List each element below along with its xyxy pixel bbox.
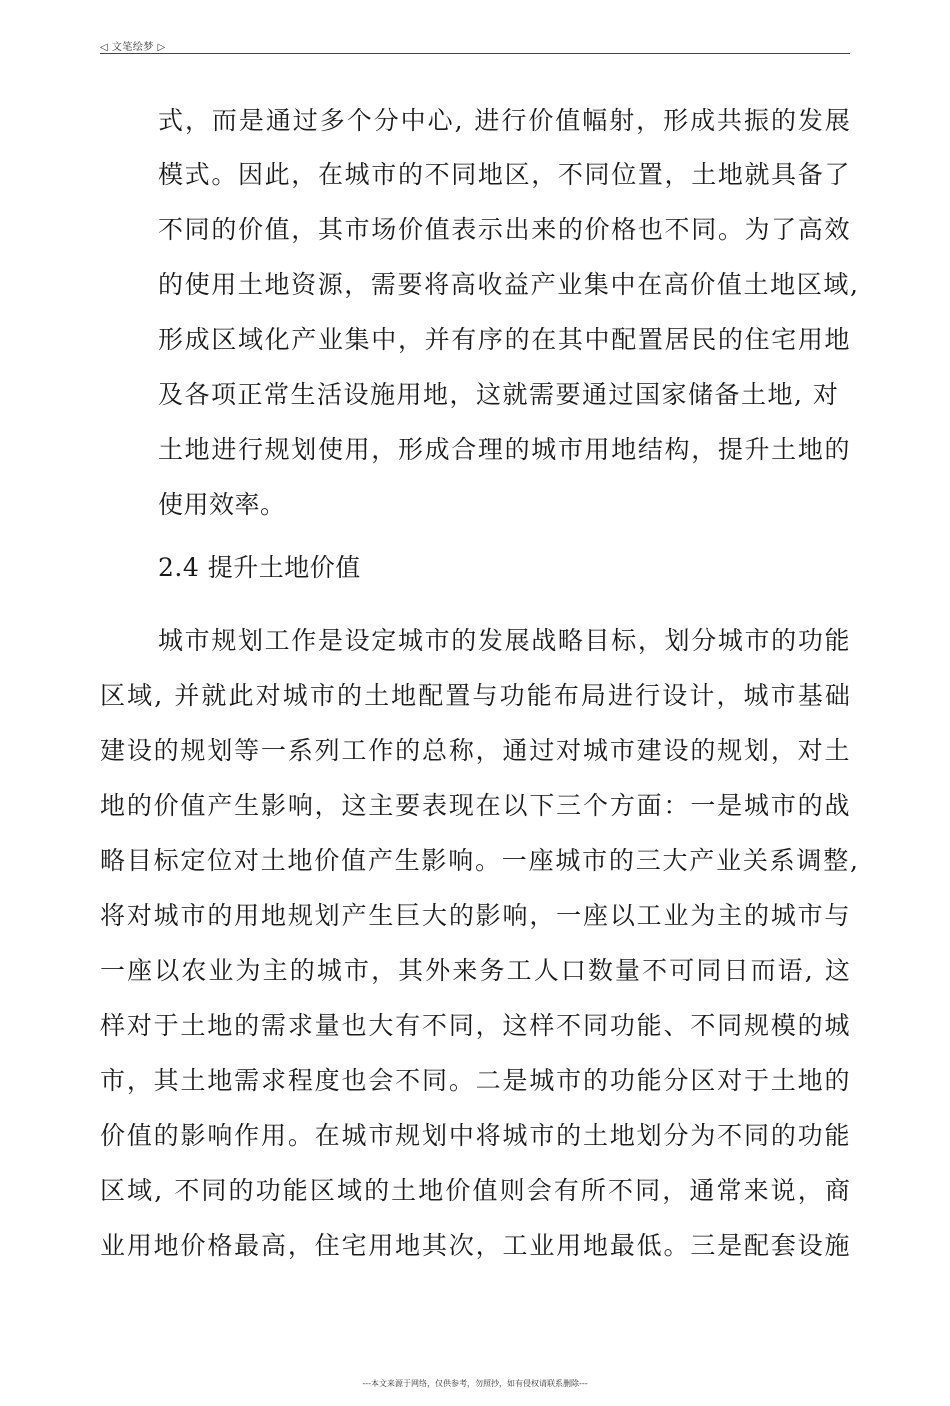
- text-line: 的使用土地资源，需要将高收益产业集中在高价值土地区域,: [158, 270, 860, 299]
- text-line: 建设的规划等一系列工作的总称，通过对城市建设的规划，对土: [100, 736, 852, 765]
- section-heading: 2.4 提升土地价值: [158, 553, 361, 582]
- footer-disclaimer: ---本文来源于网络，仅供参考，勿照抄，如有侵权请联系删除---: [362, 1379, 588, 1388]
- text-line: 价值的影响作用。在城市规划中将城市的土地划分为不同的功能: [100, 1121, 852, 1150]
- text-line: 不同的价值，其市场价值表示出来的价格也不同。为了高效: [158, 215, 852, 244]
- text-line: 模式。因此，在城市的不同地区，不同位置，土地就具备了: [158, 160, 852, 189]
- header-rule: [100, 53, 850, 54]
- text-line: 样对于土地的需求量也大有不同，这样不同功能、不同规模的城: [100, 1011, 852, 1040]
- text-line: 城市规划工作是设定城市的发展战略目标，划分城市的功能: [158, 626, 852, 655]
- text-line: 区域, 并就此对城市的土地配置与功能布局进行设计，城市基础: [100, 681, 853, 710]
- text-line: 业用地价格最高，住宅用地其次，工业用地最低。三是配套设施: [100, 1231, 852, 1260]
- text-line: 土地进行规划使用，形成合理的城市用地结构，提升土地的: [158, 435, 852, 464]
- header-mark: ◁ 文笔绘梦 ▷: [100, 42, 166, 53]
- text-line: 略目标定位对土地价值产生影响。一座城市的三大产业关系调整,: [100, 846, 860, 875]
- text-line: 地的价值产生影响，这主要表现在以下三个方面：一是城市的战: [100, 791, 852, 820]
- text-line: 市，其土地需求程度也会不同。二是城市的功能分区对于土地的: [100, 1066, 852, 1095]
- text-line: 使用效率。: [158, 490, 286, 519]
- text-line: 及各项正常生活设施用地，这就需要通过国家储备土地, 对: [158, 380, 840, 409]
- text-line: 式，而是通过多个分中心, 进行价值幅射，形成共振的发展: [158, 106, 852, 135]
- text-line: 将对城市的用地规划产生巨大的影响，一座以工业为主的城市与: [100, 901, 852, 930]
- text-line: 区域, 不同的功能区域的土地价值则会有所不同，通常来说，商: [100, 1176, 853, 1205]
- text-line: 一座以农业为主的城市，其外来务工人口数量不可同日而语, 这: [100, 956, 853, 985]
- text-line: 形成区域化产业集中，并有序的在其中配置居民的住宅用地: [158, 325, 852, 354]
